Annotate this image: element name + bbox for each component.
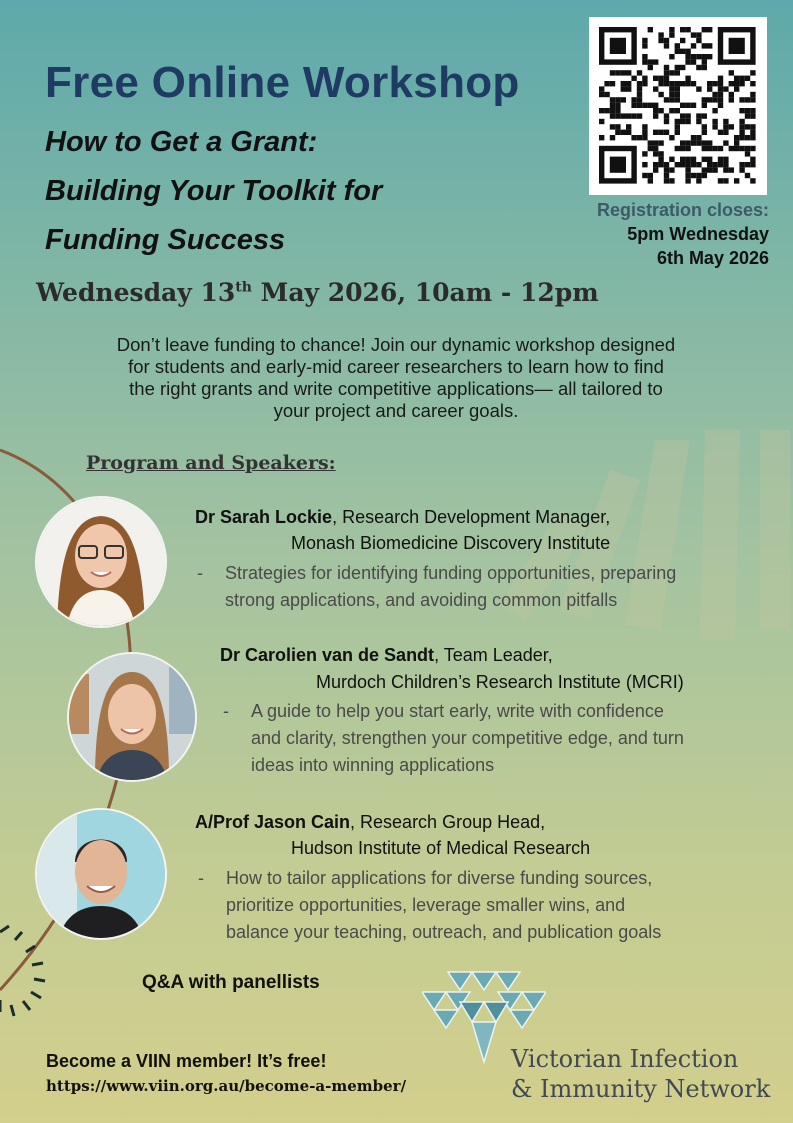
speaker-description [223,698,684,779]
description-line: prioritize opportunities, leverage smaller wins, and [226,895,626,915]
wordmark-line: Victorian Infection [511,1045,739,1073]
speaker-description [197,560,677,614]
event-date-prefix: Wednesday 13 [36,278,236,307]
intro-line: for students and early-mid career researchers to learn how to find [128,356,664,377]
speaker-role: , Team Leader, [434,645,553,665]
intro-line: your project and career goals. [273,400,519,421]
speaker-org: Hudson Institute of Medical Research [291,838,591,858]
event-date-suffix-sup: th [235,279,252,296]
registration-info [597,198,769,270]
description-line: strong applications, and avoiding common pitfalls [225,590,618,610]
avatar [35,808,167,940]
membership-link[interactable]: https://www.viin.org.au/become-a-member/ [46,1077,407,1095]
intro-line: Don’t leave funding to chance! Join our dynamic workshop designed [116,334,676,355]
registration-label: Registration closes: [596,200,769,220]
qa-label: Q&A with panellists [142,972,320,993]
intro-line: the right grants and write competitive applications— all tailored to [129,378,663,399]
speaker-description [198,865,662,946]
description-line: A guide to help you start early, write with confidence [251,701,664,721]
speaker-role: , Research Development Manager, [332,507,611,527]
speaker-org: Murdoch Children’s Research Institute (MCRI) [316,672,684,692]
program-heading: Program and Speakers: [86,452,336,474]
viin-wordmark [511,1044,770,1104]
speaker-role: , Research Group Head, [350,812,546,832]
registration-date: 6th May 2026 [656,248,769,268]
subtitle-line: Funding Success [45,224,286,256]
event-date-rest: May 2026, 10am - 12pm [251,278,599,307]
speaker-name-line [220,642,553,668]
speaker-photo-carolien [69,654,195,780]
qr-code-icon[interactable] [589,17,767,195]
avatar [67,652,197,782]
description-line: balance your teaching, outreach, and publication goals [226,922,662,942]
speaker-name: Dr Carolien van de Sandt [220,645,435,665]
speaker-org: Monash Biomedicine Discovery Institute [291,533,611,553]
speaker-name-line [195,809,545,835]
speaker-name: A/Prof Jason Cain [195,812,351,832]
registration-time: 5pm Wednesday [627,224,769,244]
speaker-name-line [195,504,610,530]
workshop-title: Free Online Workshop [45,58,520,107]
bullet-dash: - [197,563,203,583]
membership-cta: Become a VIIN member! It’s free! [46,1051,327,1071]
subtitle-line: How to Get a Grant: [45,126,318,158]
bullet-dash: - [198,868,204,888]
speaker-photo-sarah [37,498,165,626]
event-date [36,278,599,307]
bullet-dash: - [223,701,229,721]
subtitle-line: Building Your Toolkit for [45,175,383,207]
description-line: and clarity, strengthen your competitive edge, and turn [251,728,684,748]
wordmark-line: & Immunity Network [511,1075,771,1103]
description-line: ideas into winning applications [251,755,495,775]
speaker-name: Dr Sarah Lockie [195,507,333,527]
description-line: Strategies for identifying funding opportunities, preparing [225,563,677,583]
avatar [35,496,167,628]
workshop-subtitle [45,118,382,265]
speaker-photo-jason [37,810,165,938]
description-line: How to tailor applications for diverse funding sources, [226,868,653,888]
intro-text [40,334,752,422]
